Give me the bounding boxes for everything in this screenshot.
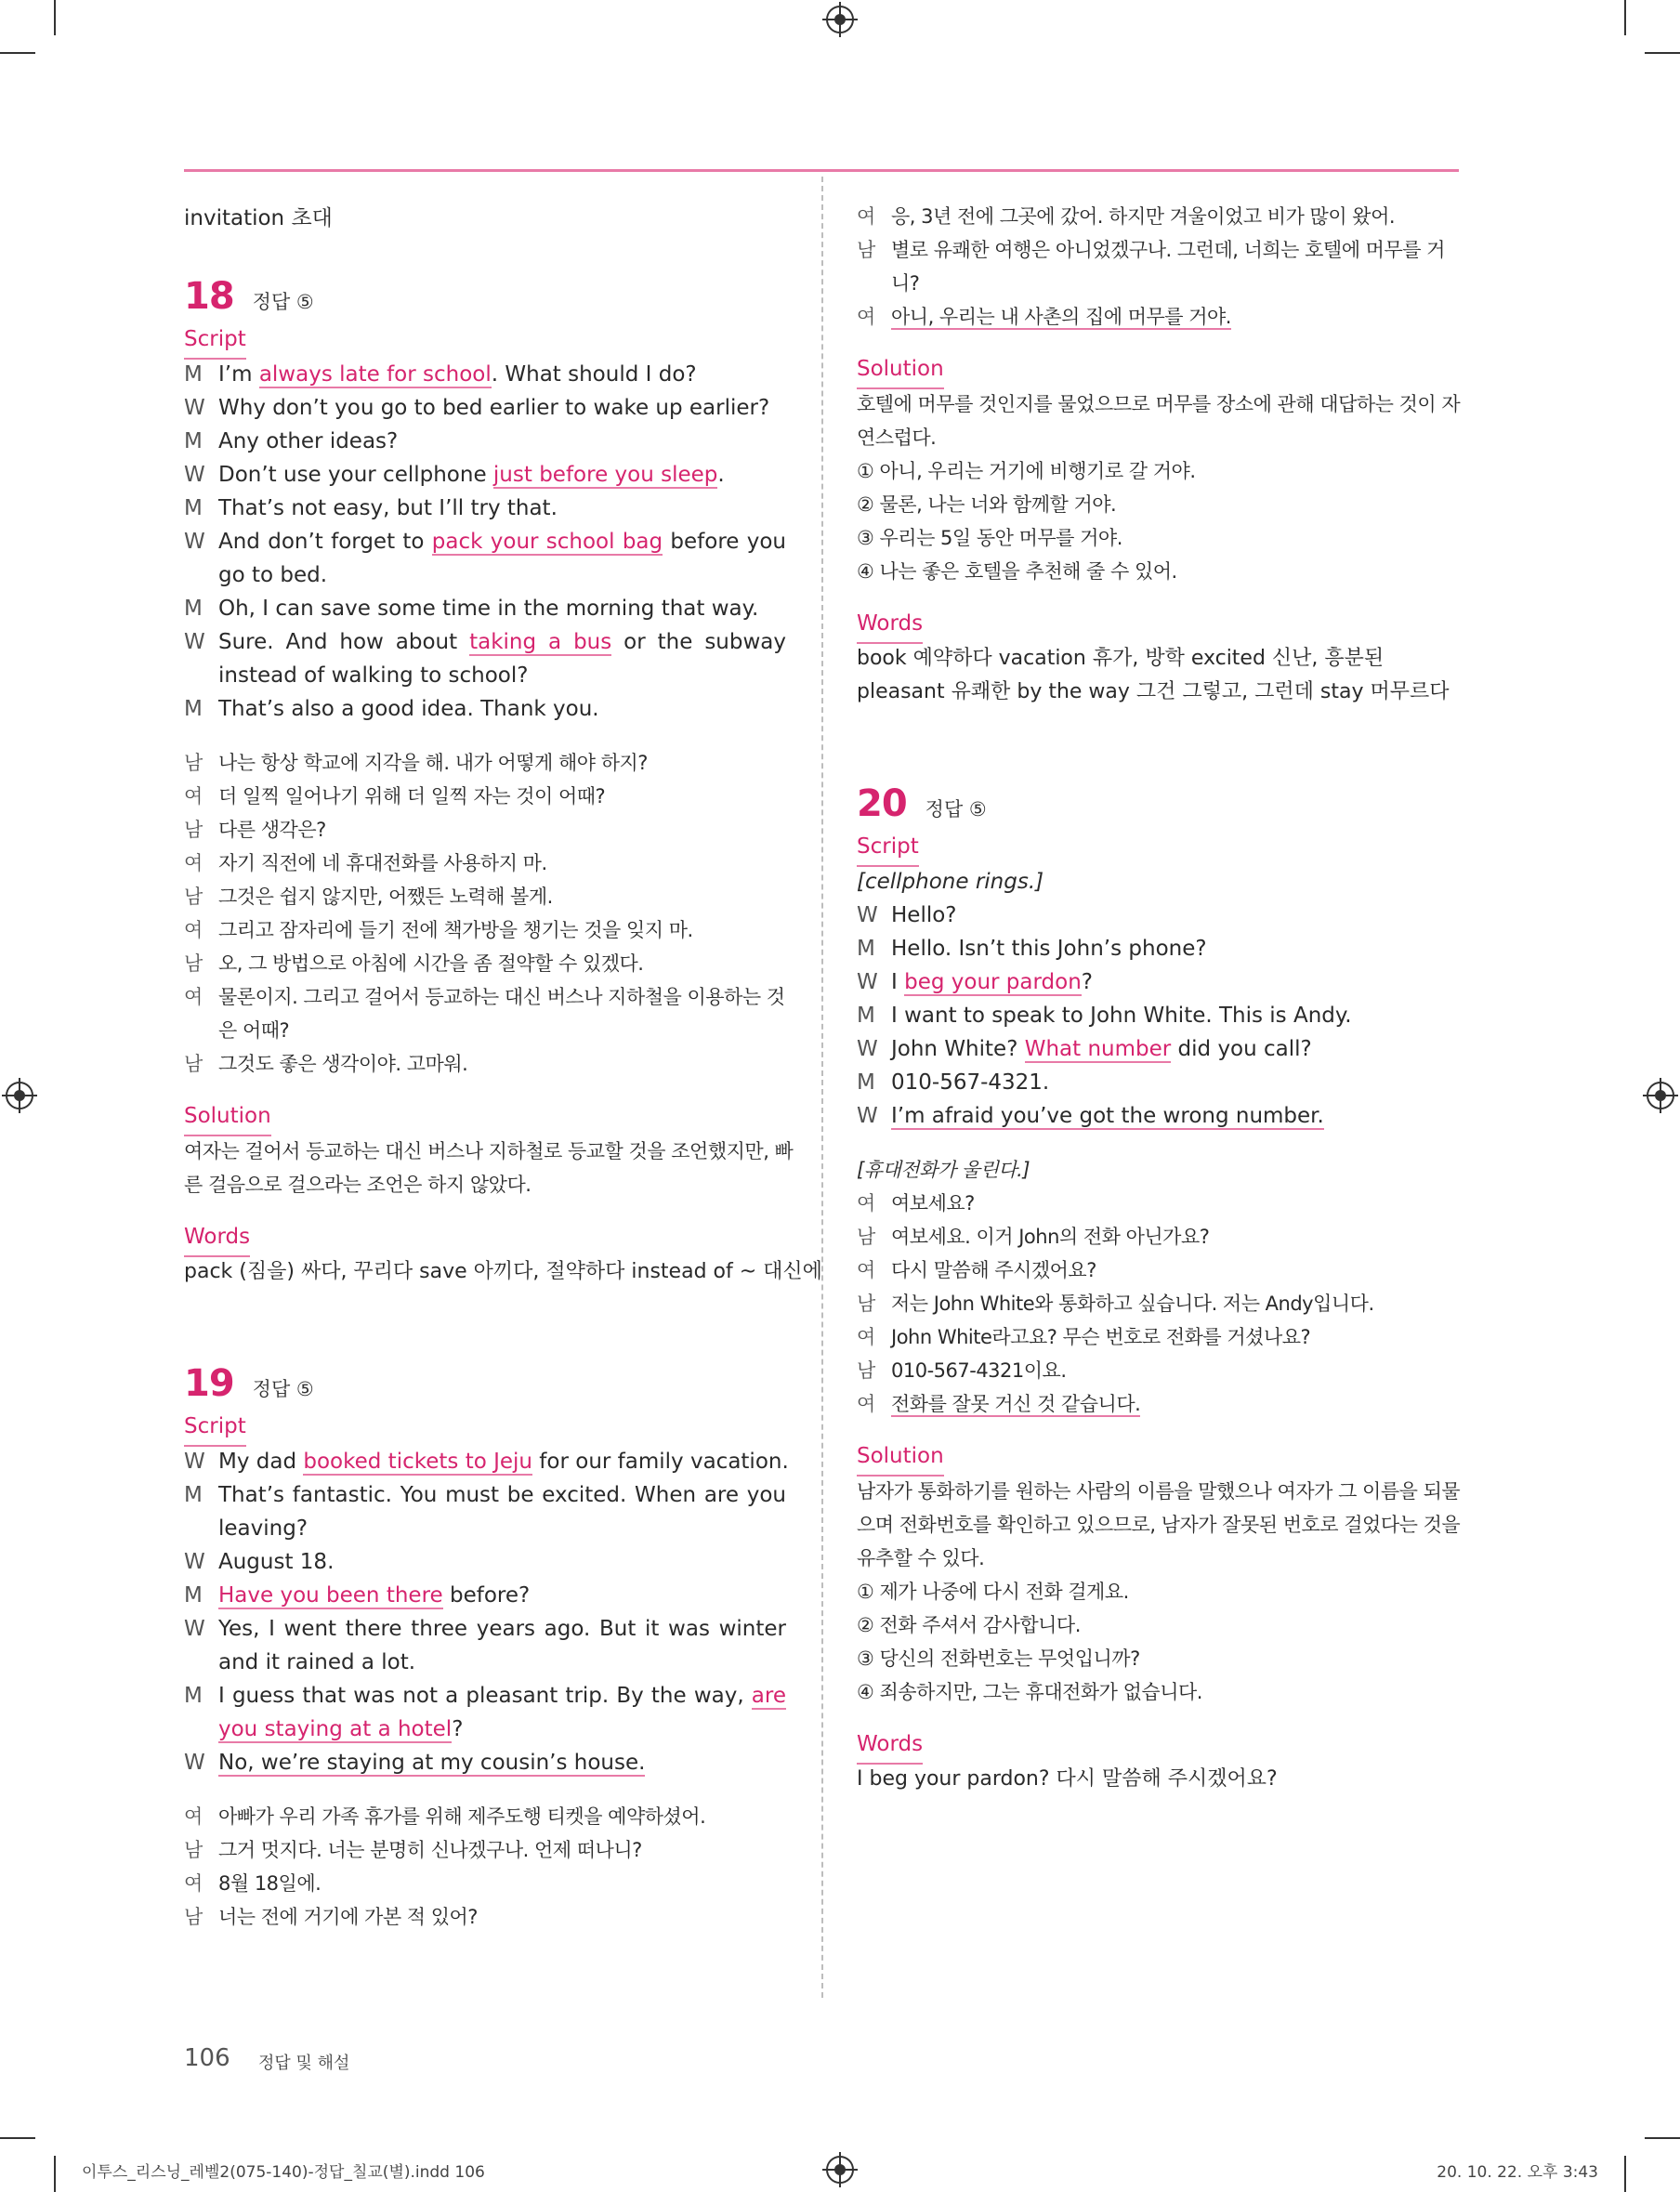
words-text: pleasant 유쾌한 by the way 그건 그렇고, 그런데 stay 머무르다: [857, 680, 1450, 703]
question-number: 20: [857, 782, 907, 825]
option-text: ① 아니, 우리는 거기에 비행기로 갈 거야.: [857, 460, 1196, 482]
crop-mark: [0, 2137, 35, 2139]
words-text: pack (짐을) 싸다, 꾸리다 save 아끼다, 절약하다 instead of ~ 대신에: [184, 1260, 822, 1283]
crop-mark: [1624, 0, 1626, 35]
script-line: W August 18.: [184, 1550, 335, 1574]
solution-label: Solution: [857, 1441, 944, 1477]
option-text: ① 제가 나중에 다시 전화 걸게요.: [857, 1581, 1129, 1603]
translation-line: 남 너는 전에 거기에 가본 적 있어?: [184, 1906, 478, 1928]
translation-line: 남 여보세요. 이거 John의 전화 아닌가요?: [857, 1226, 1210, 1248]
column-divider: [821, 177, 823, 1998]
question-19-header: [184, 1356, 786, 1411]
page-number: 106: [184, 2044, 230, 2072]
header-rule: [184, 169, 1459, 172]
crop-mark: [1645, 52, 1680, 54]
words-text: I beg your pardon? 다시 말씀해 주시겠어요?: [857, 1767, 1278, 1791]
words-text: book 예약하다 vacation 휴가, 방학 excited 신난, 흥분된: [857, 647, 1385, 670]
script-line: W I beg your pardon?: [857, 970, 1094, 994]
translation-line: 남 나는 항상 학교에 지각을 해. 내가 어떻게 해야 하지?: [184, 752, 648, 774]
left-column: [184, 200, 822, 1934]
script-line: M Oh, I can save some time in the morning that way.: [184, 597, 759, 621]
translation-line: 남 그거 멋지다. 너는 분명히 신나겠구나. 언제 떠나니?: [184, 1839, 642, 1861]
script-line: M I guess that was not a pleasant trip. By the way, are you staying at a hotel?: [184, 1684, 786, 1741]
solution-text: 유추할 수 있다.: [857, 1547, 985, 1569]
question-number: 18: [184, 275, 234, 318]
option-text: ③ 우리는 5일 동안 머무를 거야.: [857, 527, 1122, 549]
solution-text: 여자는 걸어서 등교하는 대신 버스나 지하철로 등교할 것을 조언했지만, 빠: [184, 1140, 794, 1162]
option-text: ④ 나는 좋은 호텔을 추천해 줄 수 있어.: [857, 560, 1177, 583]
translation-line: 남 저는 John White와 통화하고 싶습니다. 저는 Andy입니다.: [857, 1293, 1374, 1315]
registration-mark-icon: [1647, 1082, 1674, 1109]
translation-line: 여 아니, 우리는 내 사촌의 집에 머무를 거야.: [857, 306, 1231, 328]
translation-line: 여 물론이지. 그리고 걸어서 등교하는 대신 버스나 지하철을 이용하는 것 은 어때?: [184, 986, 785, 1042]
script-line: M I want to speak to John White. This is Andy.: [857, 1004, 1352, 1028]
script-line: W No, we’re staying at my cousin’s house.: [184, 1751, 646, 1775]
script-line: M Have you been there before?: [184, 1583, 531, 1608]
script-line: W Sure. And how about taking a bus or the subway instead of walking to school?: [184, 630, 787, 688]
script-line: W Don’t use your cellphone just before you sleep.: [184, 463, 725, 487]
solution-text: 연스럽다.: [857, 427, 937, 449]
script-line: M Any other ideas?: [184, 429, 399, 453]
script-line: W Hello?: [857, 903, 957, 927]
script-label: Script: [184, 1411, 246, 1447]
translation-line: 여 여보세요?: [857, 1192, 975, 1214]
translation-line: 남 그것은 쉽지 않지만, 어쨌든 노력해 볼게.: [184, 886, 553, 908]
answer-label: 정답 ⑤: [252, 1378, 314, 1400]
translation-line: 남 다른 생각은?: [184, 819, 326, 841]
script-line: M That’s fantastic. You must be excited. When are you leaving?: [184, 1483, 786, 1541]
translation-line: 여 다시 말씀해 주시겠어요?: [857, 1259, 1096, 1281]
script-label: Script: [857, 832, 919, 867]
solution-text: 으며 전화번호를 확인하고 있으므로, 남자가 잘못된 번호로 걸었다는 것을: [857, 1514, 1461, 1536]
print-slug-date: 20. 10. 22. 오후 3:43: [1437, 2163, 1598, 2182]
script-label: Script: [184, 324, 246, 360]
script-line: W I’m afraid you’ve got the wrong number.: [857, 1104, 1324, 1128]
script-line: M That’s also a good idea. Thank you.: [184, 697, 599, 721]
question-number: 19: [184, 1362, 234, 1405]
translation-line: 여 전화를 잘못 거신 것 같습니다.: [857, 1393, 1141, 1415]
solution-label: Solution: [184, 1101, 271, 1136]
solution-text: 남자가 통화하기를 원하는 사람의 이름을 말했으나 여자가 그 이름을 되물: [857, 1480, 1461, 1503]
script-line: W My dad booked tickets to Jeju for our family vacation.: [184, 1450, 789, 1474]
solution-text: 호텔에 머무를 것인지를 물었으므로 머무를 장소에 관해 대답하는 것이 자: [857, 393, 1461, 415]
option-text: ② 물론, 나는 너와 함께할 거야.: [857, 493, 1117, 516]
script-line: M I’m always late for school. What should I do?: [184, 362, 697, 387]
answer-label: 정답 ⑤: [925, 798, 987, 820]
translation-line: 남 오, 그 방법으로 아침에 시간을 좀 절약할 수 있겠다.: [184, 952, 644, 975]
translation-line: 남 그것도 좋은 생각이야. 고마워.: [184, 1053, 468, 1075]
script-line: M That’s not easy, but I’ll try that.: [184, 496, 558, 520]
question-20-header: [857, 776, 1459, 832]
translation-line: 여 응, 3년 전에 그곳에 갔어. 하지만 겨울이었고 비가 많이 왔어.: [857, 205, 1396, 228]
words-label: Words: [857, 1729, 923, 1765]
stage-direction: [cellphone rings.]: [857, 870, 1044, 894]
script-line: W John White? What number did you call?: [857, 1037, 1312, 1061]
print-slug-file: 이투스_리스닝_레벨2(075-140)-정답_칠교(별).indd 106: [82, 2163, 485, 2182]
solution-text: 른 걸음으로 걸으라는 조언은 하지 않았다.: [184, 1174, 532, 1196]
registration-mark-icon: [6, 1082, 33, 1109]
answer-label: 정답 ⑤: [252, 291, 314, 313]
translation-line: 여 자기 직전에 네 휴대전화를 사용하지 마.: [184, 852, 547, 874]
script-line: M 010-567-4321.: [857, 1070, 1050, 1095]
intro-word: invitation 초대: [184, 206, 333, 230]
words-label: Words: [184, 1222, 250, 1257]
right-column: [857, 200, 1459, 1796]
registration-mark-icon: [826, 6, 854, 33]
words-label: Words: [857, 609, 923, 644]
stage-direction: [휴대전화가 울린다.]: [857, 1159, 1030, 1181]
crop-mark: [0, 52, 35, 54]
option-text: ④ 죄송하지만, 그는 휴대전화가 없습니다.: [857, 1681, 1202, 1703]
script-line: W Yes, I went there three years ago. But it was winter and it rained a lot.: [184, 1617, 786, 1674]
crop-mark: [1645, 2137, 1680, 2139]
option-text: ③ 당신의 전화번호는 무엇입니까?: [857, 1647, 1140, 1670]
crop-mark: [54, 0, 56, 35]
option-text: ② 전화 주셔서 감사합니다.: [857, 1614, 1081, 1636]
translation-line: 여 그리고 잠자리에 들기 전에 책가방을 챙기는 것을 잊지 마.: [184, 919, 693, 941]
crop-mark: [1624, 2156, 1626, 2192]
script-line: W And don’t forget to pack your school bag before you go to bed.: [184, 530, 787, 587]
crop-mark: [54, 2156, 56, 2192]
section-label: 정답 및 해설: [258, 2054, 350, 2073]
translation-line: 여 John White라고요? 무슨 번호로 전화를 거셨나요?: [857, 1326, 1311, 1348]
translation-line: 남 별로 유쾌한 여행은 아니었겠구나. 그런데, 너희는 호텔에 머무를 거 니?: [857, 239, 1445, 295]
translation-line: 여 아빠가 우리 가족 휴가를 위해 제주도행 티켓을 예약하셨어.: [184, 1805, 706, 1828]
script-line: W Why don’t you go to bed earlier to wake up earlier?: [184, 396, 770, 420]
solution-label: Solution: [857, 354, 944, 389]
translation-line: 남 010-567-4321이요.: [857, 1359, 1067, 1382]
script-line: M Hello. Isn’t this John’s phone?: [857, 937, 1207, 961]
registration-mark-icon: [826, 2156, 854, 2184]
translation-line: 여 8월 18일에.: [184, 1872, 322, 1895]
question-18-header: [184, 269, 786, 324]
translation-line: 여 더 일찍 일어나기 위해 더 일찍 자는 것이 어때?: [184, 785, 606, 807]
